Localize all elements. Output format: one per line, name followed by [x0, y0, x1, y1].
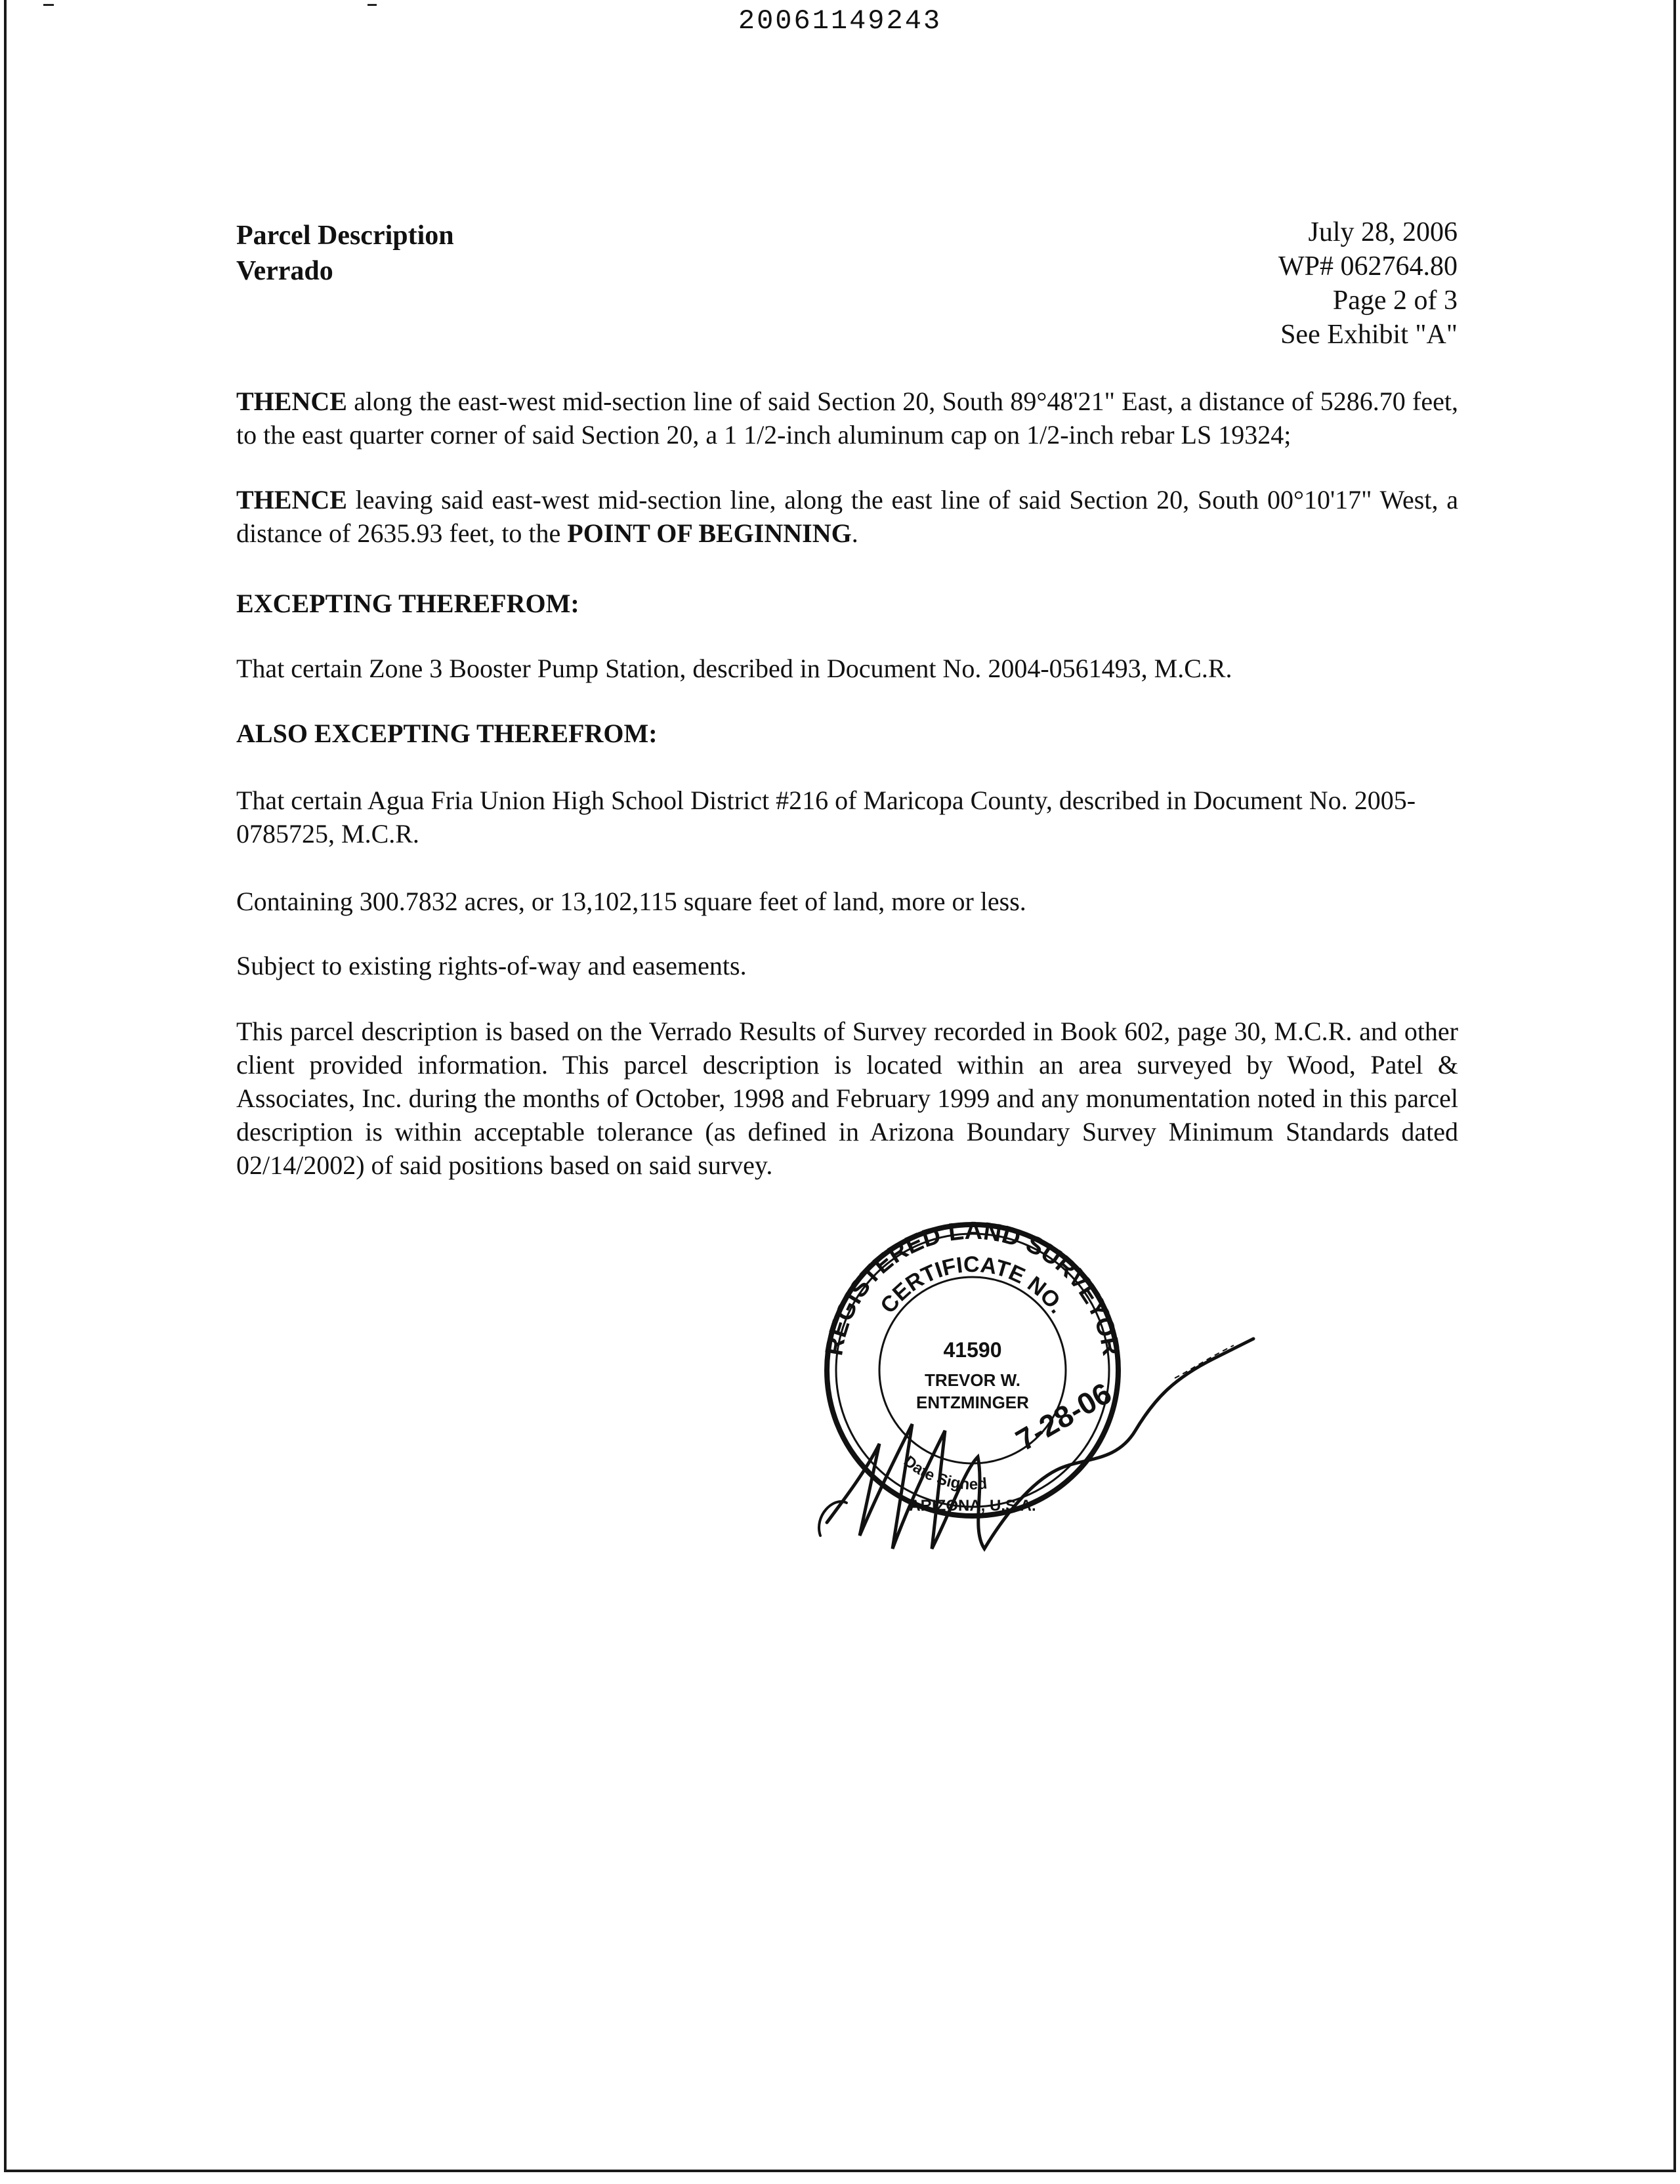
parcel-title: Parcel Description [236, 220, 454, 251]
paragraph-period: . [851, 518, 858, 548]
seal-name-line1: TREVOR W. [925, 1370, 1020, 1390]
seal-certificate-number: 41590 [943, 1338, 1002, 1362]
paragraph-easements: Subject to existing rights-of-way and easements. [236, 951, 747, 980]
page-number: Page 2 of 3 [1332, 285, 1458, 316]
paragraph-text: along the east-west mid-section line of said Section 20, South 89°48'21" East, a distance of 5286.70 feet, to the east quarter corner of said Section 20, a 1 1/2-inch aluminum cap on 1/2-inch rebar LS 19324; [236, 387, 1458, 450]
thence-keyword: THENCE [236, 485, 347, 514]
document-number: 20061149243 [738, 5, 942, 37]
header-left [236, 218, 454, 289]
paragraph-thence-1 [236, 385, 1458, 452]
seal-certificate-text: CERTIFICATE NO. [875, 1251, 1070, 1318]
seal-date-signed: Date Signed [900, 1452, 988, 1494]
parcel-subtitle: Verrado [236, 256, 333, 286]
seal-state-text: ARIZONA, U.S.A. [909, 1497, 1036, 1515]
paragraph-thence-2 [236, 483, 1458, 550]
paragraph-survey-basis: This parcel description is based on the Verrado Results of Survey recorded in Book 602, page 30, M.C.R. and other client provided information. This parcel description is located within an area surveyed by Wood, Patel & Associates, Inc. during the months of October, 1998 and February 1999 and any monumentation noted in this parcel description is within acceptable tolerance (as defined in Arizona Boundary Survey Minimum Standards dated 02/14/2002) of said positions based on said survey. [236, 1017, 1458, 1180]
seal-outer-text: REGISTERED LAND SURVEYOR [820, 1217, 1125, 1358]
seal-name-line2: ENTZMINGER [916, 1393, 1029, 1412]
wp-number: WP# 062764.80 [1278, 251, 1458, 282]
heading-also-excepting: ALSO EXCEPTING THEREFROM: [236, 719, 658, 748]
point-of-beginning: POINT OF BEGINNING [567, 518, 852, 548]
thence-keyword: THENCE [236, 387, 347, 416]
surveyor-seal [807, 1208, 1267, 1575]
paragraph-booster-station: That certain Zone 3 Booster Pump Station, described in Document No. 2004-0561493, M.C.R. [236, 654, 1232, 683]
paragraph-school-district: That certain Agua Fria Union High School District #216 of Maricopa County, described in Document No. 2005-0785725, M.C.R. [236, 786, 1416, 849]
paragraph-acreage: Containing 300.7832 acres, or 13,102,115 square feet of land, more or less. [236, 887, 1026, 916]
exhibit-reference: See Exhibit "A" [1280, 320, 1458, 350]
header-right [1278, 215, 1458, 352]
paragraph-text: leaving said east-west mid-section line, along the east line of said Section 20, South 00°10'17" West, a distance of 2635.93 feet, to the [236, 485, 1458, 548]
heading-excepting: EXCEPTING THEREFROM: [236, 589, 579, 618]
document-date: July 28, 2006 [1308, 217, 1458, 247]
seal-date-value: 7-28-06 [1010, 1376, 1118, 1458]
